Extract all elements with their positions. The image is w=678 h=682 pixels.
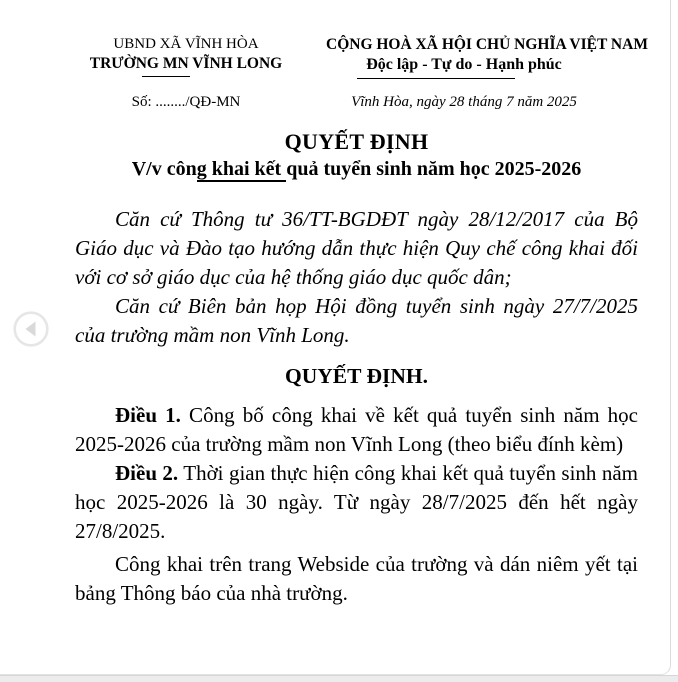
article-2-text: Thời gian thực hiện công khai kết quả tuyển sinh năm học 2025-2026 là 30 ngày. Từ ngày 28/7/2025 đến hết ngày 27/8/2025. xyxy=(75,461,638,543)
legal-basis-paragraph-2: Căn cứ Biên bản họp Hội đồng tuyển sinh ngày 27/7/2025 của trường mầm non Vĩnh Long. xyxy=(75,294,638,347)
document-number: Số: ......../QĐ-MN xyxy=(131,94,241,110)
document-header xyxy=(0,0,670,111)
article-1-label: Điều 1. xyxy=(115,403,181,427)
legal-basis-paragraph-1: Căn cứ Thông tư 36/TT-BGDĐT ngày 28/12/2017 của Bộ Giáo dục và Đào tạo hướng dẫn thực hiện Quy chế công khai đối với cơ sở giáo dục của hệ thống giáo dục quốc dân; xyxy=(75,207,638,289)
article-1-text: Công bố công khai về kết quả tuyển sinh năm học 2025-2026 của trường mầm non Vĩnh Long (theo biểu đính kèm) xyxy=(75,403,638,456)
article-2-label: Điều 2. xyxy=(115,461,179,485)
national-title: CỘNG HOÀ XÃ HỘI CHỦ NGHĨA VIỆT NAM xyxy=(326,36,648,53)
subtitle-underlined-part: g khai kết xyxy=(196,158,287,180)
title-block xyxy=(75,129,638,181)
article-1-paragraph xyxy=(75,401,638,459)
header-right-column xyxy=(326,36,648,111)
previous-page-button[interactable] xyxy=(13,311,49,347)
national-motto: Độc lập - Tự do - Hạnh phúc xyxy=(366,56,562,73)
issuing-authority: UBND XÃ VĨNH HÒA xyxy=(113,36,259,52)
subtitle-suffix: quả tuyển sinh năm học 2025-2026 xyxy=(286,158,582,180)
document-body xyxy=(75,205,638,608)
school-name: TRƯỜNG MN VĨNH LONG xyxy=(89,55,283,72)
closing-paragraph: Công khai trên trang Webside của trường và dán niêm yết tại bảng Thông báo của nhà trường. xyxy=(75,552,638,605)
article-2-paragraph xyxy=(75,459,638,546)
document-subtitle xyxy=(75,158,638,181)
viewer-bottom-strip xyxy=(0,675,678,682)
document-title: QUYẾT ĐỊNH xyxy=(284,129,429,154)
header-left-column xyxy=(70,36,302,111)
motto-underline xyxy=(357,78,515,79)
subtitle-prefix: V/v côn xyxy=(131,158,197,180)
decision-heading: QUYẾT ĐỊNH. xyxy=(285,364,428,388)
place-date-line: Vĩnh Hòa, ngày 28 tháng 7 năm 2025 xyxy=(351,94,577,110)
school-name-underline xyxy=(142,76,190,77)
chevron-left-circle-icon xyxy=(13,335,49,350)
